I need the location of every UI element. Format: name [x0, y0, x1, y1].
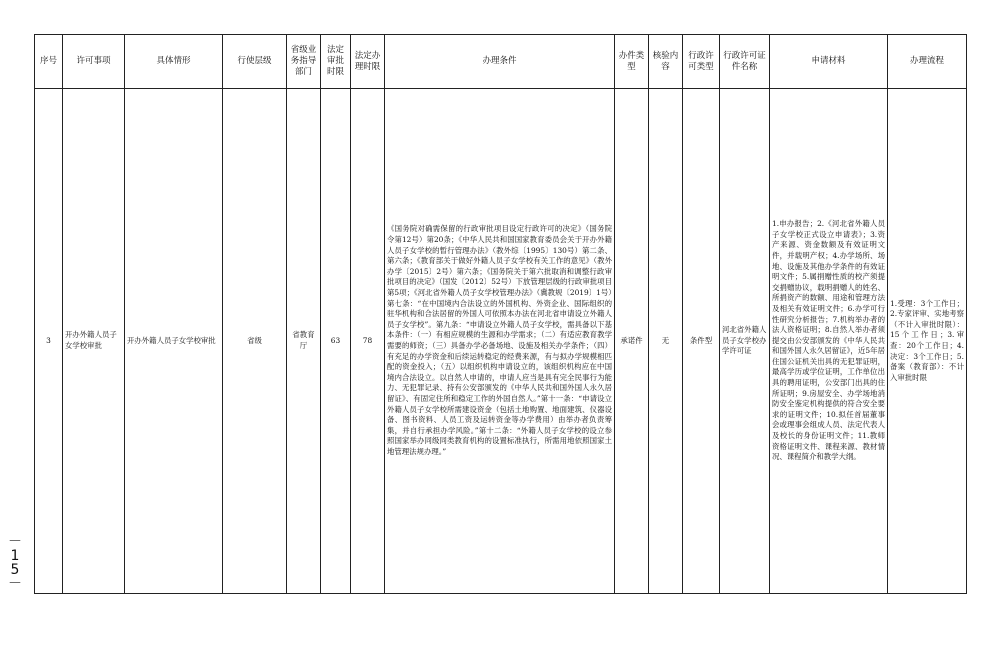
- page-number: [8, 535, 22, 591]
- cell-verify: 无: [649, 89, 683, 594]
- cell-dept: 省教育厅: [287, 89, 321, 594]
- header-item: 许可事项: [63, 35, 125, 89]
- header-type: 办件类型: [615, 35, 649, 89]
- cell-situation: 开办外籍人员子女学校审批: [125, 89, 223, 594]
- cell-seq: 3: [35, 89, 63, 594]
- cell-promise-limit: 78: [351, 89, 385, 594]
- header-promise-limit: 法定办理时限: [351, 35, 385, 89]
- cell-cert-name: 河北省外籍人员子女学校办学许可证: [720, 89, 770, 594]
- cell-item: 开办外籍人员子女学校审批: [63, 89, 125, 594]
- header-process: 办理流程: [888, 35, 967, 89]
- header-conditions: 办理条件: [385, 35, 615, 89]
- page-number-text: － 1 5 －: [8, 534, 22, 592]
- header-row: [35, 35, 967, 89]
- cell-legal-limit: 63: [321, 89, 351, 594]
- approval-table: [34, 34, 967, 594]
- header-cert-name: 行政许可证件名称: [720, 35, 770, 89]
- header-level: 行使层级: [223, 35, 287, 89]
- header-materials: 申请材料: [770, 35, 888, 89]
- cell-type: 承诺件: [615, 89, 649, 594]
- header-dept: 省级业务指导部门: [287, 35, 321, 89]
- cell-conditions: 《国务院对确需保留的行政审批项目设定行政许可的决定》（国务院令第12号）第20条；《中华人民共和国国家教育委员会关于开办外籍人员子女学校的暂行管理办法》（教外综〔1995〕130号）第二条、第六条；《教育部关于做好外籍人员子女学校有关工作的意见》（教外办学〔2015〕2号）第六条；《国务院关于第六批取消和调整行政审批项目的决定》（国发〔2012〕52号）下放管理层级的行政审批项目第5项；《河北省外籍人员子女学校管理办法》（冀教规〔2019〕1号）第七条：“在中国境内合法设立的外国机构、外资企业、国际组织的驻华机构和合法居留的外国人可依照本办法在河北省申请设立外籍人员子女学校”。第九条：“申请设立外籍人员子女学校，需具备以下基本条件：（一）有相应规模的生源和办学需求；（二）有适应教育教学需要的师资；（三）具备办学必备场地、设施及相关办学条件；（四）有充足的办学资金和后续运转稳定的经费来源，有与拟办学规模相匹配的资金投入；（五）以组织机构申请设立的，该组织机构应在中国境内合法设立。以自然人申请的，申请人应当是具有完全民事行为能力、无犯罪记录、持有公安部颁发的《中华人民共和国外国人永久居留证》、有固定住所和稳定工作的外国自然人。”第十一条：“申请设立外籍人员子女学校所需建设资金（包括土地购置、地面建筑、仪器设备、图书资料、人员工资及运转资金等办学费用）由举办者负责筹集，并自行承担办学风险。”第十二条：“外籍人员子女学校的设立参照国家举办同级同类教育机构的设置标准执行，所需用地依照国家土地管理法规办理。”: [385, 89, 615, 594]
- cell-process: 1.受理：3个工作日；2.专家评审、实地考察（不计入审批时限）：15个工作日；3.审查：20个工作日；4.决定：3个工作日；5.备案（教育部）：不计入审批时限: [888, 89, 967, 594]
- header-situation: 具体情形: [125, 35, 223, 89]
- cell-admin-type: 条件型: [683, 89, 720, 594]
- header-seq: 序号: [35, 35, 63, 89]
- table-row: [35, 89, 967, 594]
- header-verify: 核验内容: [649, 35, 683, 89]
- header-legal-limit: 法定审批时限: [321, 35, 351, 89]
- header-admin-type: 行政许可类型: [683, 35, 720, 89]
- cell-materials: 1.申办报告；2.《河北省外籍人员子女学校正式设立申请表》；3.资产来源、资金数额及有效证明文件，并载明产权；4.办学场所、场地、设施及其他办学条件的有效证明文件；5.属捐赠性质的校产须提交捐赠协议，载明捐赠人的姓名、所捐资产的数额、用途和管理方法及相关有效证明文件；6.办学可行性研究分析报告；7.机构举办者的法人资格证明；8.自然人举办者须提交由公安部颁发的《中华人民共和国外国人永久居留证》，近5年居住国公证机关出具的无犯罪证明，最高学历或学位证明，工作单位出具的聘用证明，公安部门出具的住所证明；9.房屋安全、办学场地消防安全鉴定机构提供的符合安全要求的证明文件；10.拟任首届董事会或理事会组成人员、法定代表人及校长的身份证明文件；11.教师资格证明文件、课程来源、教材情况、课程简介和教学大纲。: [770, 89, 888, 594]
- cell-level: 省级: [223, 89, 287, 594]
